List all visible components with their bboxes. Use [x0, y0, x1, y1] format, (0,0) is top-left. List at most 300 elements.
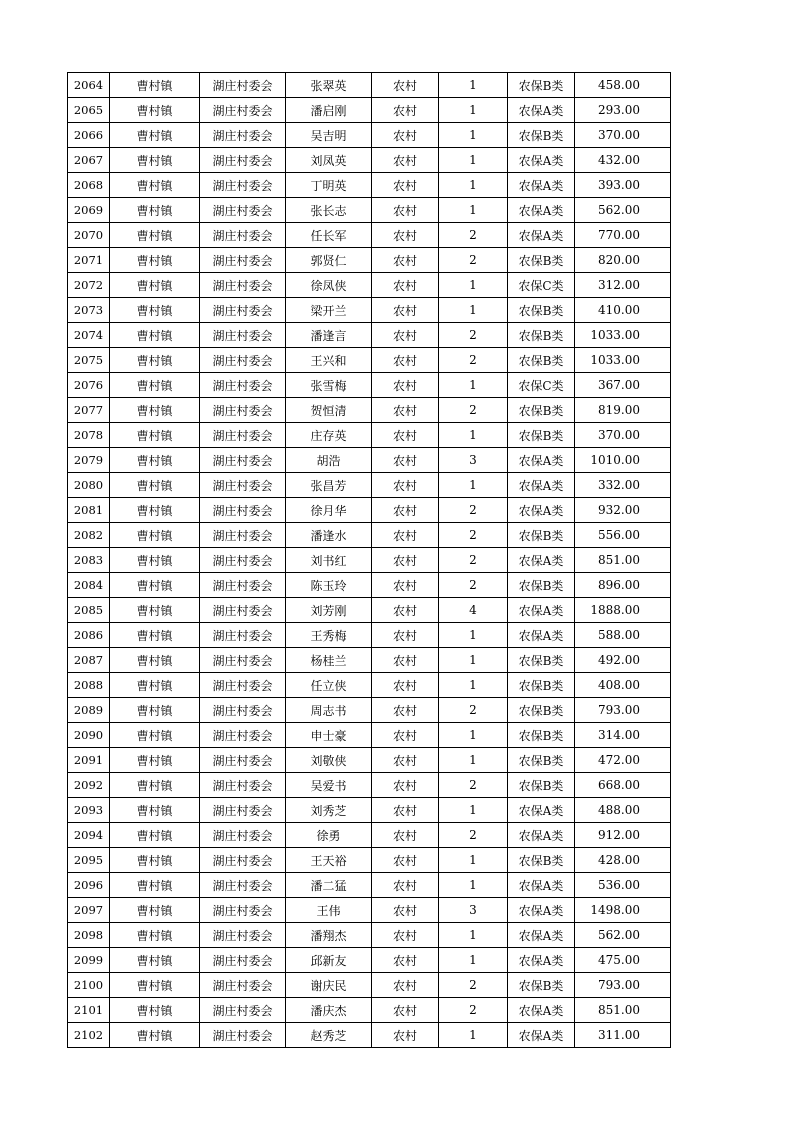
town-cell: 曹村镇 — [110, 698, 200, 723]
category-cell: 农保A类 — [508, 998, 575, 1023]
household-count-cell: 2 — [439, 973, 508, 998]
category-cell: 农保A类 — [508, 1023, 575, 1048]
town-cell: 曹村镇 — [110, 73, 200, 98]
household-count-cell: 2 — [439, 698, 508, 723]
category-cell: 农保A类 — [508, 598, 575, 623]
name-cell: 任长军 — [286, 223, 372, 248]
household-count-cell: 2 — [439, 398, 508, 423]
household-count-cell: 2 — [439, 223, 508, 248]
town-cell: 曹村镇 — [110, 423, 200, 448]
table-row — [68, 148, 671, 173]
town-cell: 曹村镇 — [110, 673, 200, 698]
table-row — [68, 998, 671, 1023]
table-row — [68, 523, 671, 548]
table-row — [68, 198, 671, 223]
amount-cell: 1033.00 — [575, 323, 671, 348]
town-cell: 曹村镇 — [110, 823, 200, 848]
table-row — [68, 948, 671, 973]
type-cell: 农村 — [372, 948, 439, 973]
type-cell: 农村 — [372, 498, 439, 523]
row-index: 2102 — [68, 1023, 110, 1048]
type-cell: 农村 — [372, 323, 439, 348]
category-cell: 农保B类 — [508, 298, 575, 323]
household-count-cell: 1 — [439, 848, 508, 873]
amount-cell: 770.00 — [575, 223, 671, 248]
table-row — [68, 323, 671, 348]
row-index: 2091 — [68, 748, 110, 773]
village-cell: 湖庄村委会 — [200, 373, 286, 398]
name-cell: 胡浩 — [286, 448, 372, 473]
village-cell: 湖庄村委会 — [200, 1023, 286, 1048]
town-cell: 曹村镇 — [110, 398, 200, 423]
amount-cell: 410.00 — [575, 298, 671, 323]
village-cell: 湖庄村委会 — [200, 798, 286, 823]
amount-cell: 312.00 — [575, 273, 671, 298]
category-cell: 农保B类 — [508, 973, 575, 998]
village-cell: 湖庄村委会 — [200, 173, 286, 198]
town-cell: 曹村镇 — [110, 523, 200, 548]
type-cell: 农村 — [372, 648, 439, 673]
name-cell: 王兴和 — [286, 348, 372, 373]
type-cell: 农村 — [372, 973, 439, 998]
category-cell: 农保B类 — [508, 323, 575, 348]
type-cell: 农村 — [372, 723, 439, 748]
subsidy-table — [67, 72, 671, 1048]
amount-cell: 556.00 — [575, 523, 671, 548]
type-cell: 农村 — [372, 798, 439, 823]
name-cell: 邱新友 — [286, 948, 372, 973]
village-cell: 湖庄村委会 — [200, 548, 286, 573]
household-count-cell: 1 — [439, 673, 508, 698]
amount-cell: 562.00 — [575, 923, 671, 948]
row-index: 2076 — [68, 373, 110, 398]
row-index: 2096 — [68, 873, 110, 898]
table-row — [68, 448, 671, 473]
amount-cell: 819.00 — [575, 398, 671, 423]
table-row — [68, 648, 671, 673]
row-index: 2070 — [68, 223, 110, 248]
amount-cell: 492.00 — [575, 648, 671, 673]
name-cell: 王天裕 — [286, 848, 372, 873]
row-index: 2099 — [68, 948, 110, 973]
village-cell: 湖庄村委会 — [200, 498, 286, 523]
table-row — [68, 98, 671, 123]
village-cell: 湖庄村委会 — [200, 698, 286, 723]
category-cell: 农保A类 — [508, 873, 575, 898]
household-count-cell: 4 — [439, 598, 508, 623]
household-count-cell: 1 — [439, 198, 508, 223]
name-cell: 梁开兰 — [286, 298, 372, 323]
household-count-cell: 1 — [439, 123, 508, 148]
table-row — [68, 723, 671, 748]
village-cell: 湖庄村委会 — [200, 748, 286, 773]
town-cell: 曹村镇 — [110, 1023, 200, 1048]
category-cell: 农保A类 — [508, 148, 575, 173]
household-count-cell: 1 — [439, 423, 508, 448]
name-cell: 刘凤英 — [286, 148, 372, 173]
name-cell: 赵秀芝 — [286, 1023, 372, 1048]
type-cell: 农村 — [372, 623, 439, 648]
type-cell: 农村 — [372, 98, 439, 123]
village-cell: 湖庄村委会 — [200, 98, 286, 123]
amount-cell: 1498.00 — [575, 898, 671, 923]
town-cell: 曹村镇 — [110, 798, 200, 823]
category-cell: 农保B类 — [508, 773, 575, 798]
type-cell: 农村 — [372, 373, 439, 398]
table-row — [68, 698, 671, 723]
category-cell: 农保A类 — [508, 823, 575, 848]
category-cell: 农保A类 — [508, 448, 575, 473]
town-cell: 曹村镇 — [110, 923, 200, 948]
category-cell: 农保A类 — [508, 473, 575, 498]
type-cell: 农村 — [372, 398, 439, 423]
type-cell: 农村 — [372, 598, 439, 623]
household-count-cell: 1 — [439, 948, 508, 973]
row-index: 2100 — [68, 973, 110, 998]
town-cell: 曹村镇 — [110, 873, 200, 898]
row-index: 2082 — [68, 523, 110, 548]
table-row — [68, 748, 671, 773]
village-cell: 湖庄村委会 — [200, 823, 286, 848]
village-cell: 湖庄村委会 — [200, 423, 286, 448]
town-cell: 曹村镇 — [110, 473, 200, 498]
name-cell: 郭贤仁 — [286, 248, 372, 273]
row-index: 2097 — [68, 898, 110, 923]
category-cell: 农保C类 — [508, 273, 575, 298]
amount-cell: 472.00 — [575, 748, 671, 773]
type-cell: 农村 — [372, 148, 439, 173]
amount-cell: 370.00 — [575, 123, 671, 148]
town-cell: 曹村镇 — [110, 748, 200, 773]
village-cell: 湖庄村委会 — [200, 898, 286, 923]
row-index: 2084 — [68, 573, 110, 598]
name-cell: 潘翔杰 — [286, 923, 372, 948]
table-row — [68, 423, 671, 448]
village-cell: 湖庄村委会 — [200, 73, 286, 98]
table-row — [68, 773, 671, 798]
category-cell: 农保A类 — [508, 798, 575, 823]
village-cell: 湖庄村委会 — [200, 473, 286, 498]
name-cell: 庄存英 — [286, 423, 372, 448]
table-row — [68, 973, 671, 998]
name-cell: 刘秀芝 — [286, 798, 372, 823]
table-row — [68, 898, 671, 923]
town-cell: 曹村镇 — [110, 273, 200, 298]
row-index: 2080 — [68, 473, 110, 498]
table-row — [68, 123, 671, 148]
household-count-cell: 1 — [439, 373, 508, 398]
household-count-cell: 2 — [439, 248, 508, 273]
type-cell: 农村 — [372, 698, 439, 723]
amount-cell: 668.00 — [575, 773, 671, 798]
table-row — [68, 798, 671, 823]
amount-cell: 432.00 — [575, 148, 671, 173]
category-cell: 农保A类 — [508, 948, 575, 973]
household-count-cell: 2 — [439, 348, 508, 373]
row-index: 2081 — [68, 498, 110, 523]
amount-cell: 851.00 — [575, 998, 671, 1023]
category-cell: 农保A类 — [508, 498, 575, 523]
table-row — [68, 573, 671, 598]
town-cell: 曹村镇 — [110, 323, 200, 348]
amount-cell: 793.00 — [575, 698, 671, 723]
amount-cell: 932.00 — [575, 498, 671, 523]
name-cell: 任立侠 — [286, 673, 372, 698]
household-count-cell: 1 — [439, 98, 508, 123]
table-row — [68, 223, 671, 248]
amount-cell: 562.00 — [575, 198, 671, 223]
town-cell: 曹村镇 — [110, 448, 200, 473]
amount-cell: 793.00 — [575, 973, 671, 998]
row-index: 2083 — [68, 548, 110, 573]
table-row — [68, 623, 671, 648]
type-cell: 农村 — [372, 248, 439, 273]
household-count-cell: 1 — [439, 923, 508, 948]
row-index: 2098 — [68, 923, 110, 948]
row-index: 2093 — [68, 798, 110, 823]
name-cell: 申士豪 — [286, 723, 372, 748]
table-row — [68, 548, 671, 573]
table-body — [68, 73, 671, 1048]
category-cell: 农保A类 — [508, 623, 575, 648]
amount-cell: 393.00 — [575, 173, 671, 198]
town-cell: 曹村镇 — [110, 548, 200, 573]
type-cell: 农村 — [372, 273, 439, 298]
name-cell: 徐勇 — [286, 823, 372, 848]
village-cell: 湖庄村委会 — [200, 673, 286, 698]
household-count-cell: 2 — [439, 773, 508, 798]
household-count-cell: 1 — [439, 148, 508, 173]
category-cell: 农保A类 — [508, 98, 575, 123]
amount-cell: 311.00 — [575, 1023, 671, 1048]
village-cell: 湖庄村委会 — [200, 923, 286, 948]
town-cell: 曹村镇 — [110, 973, 200, 998]
table-row — [68, 923, 671, 948]
category-cell: 农保B类 — [508, 673, 575, 698]
row-index: 2085 — [68, 598, 110, 623]
type-cell: 农村 — [372, 298, 439, 323]
village-cell: 湖庄村委会 — [200, 723, 286, 748]
village-cell: 湖庄村委会 — [200, 398, 286, 423]
household-count-cell: 1 — [439, 273, 508, 298]
household-count-cell: 2 — [439, 323, 508, 348]
table-row — [68, 598, 671, 623]
village-cell: 湖庄村委会 — [200, 123, 286, 148]
row-index: 2086 — [68, 623, 110, 648]
town-cell: 曹村镇 — [110, 298, 200, 323]
row-index: 2092 — [68, 773, 110, 798]
name-cell: 丁明英 — [286, 173, 372, 198]
village-cell: 湖庄村委会 — [200, 948, 286, 973]
table-row — [68, 473, 671, 498]
row-index: 2089 — [68, 698, 110, 723]
town-cell: 曹村镇 — [110, 123, 200, 148]
town-cell: 曹村镇 — [110, 98, 200, 123]
name-cell: 徐月华 — [286, 498, 372, 523]
row-index: 2065 — [68, 98, 110, 123]
amount-cell: 912.00 — [575, 823, 671, 848]
category-cell: 农保B类 — [508, 523, 575, 548]
household-count-cell: 2 — [439, 573, 508, 598]
type-cell: 农村 — [372, 923, 439, 948]
row-index: 2087 — [68, 648, 110, 673]
village-cell: 湖庄村委会 — [200, 298, 286, 323]
town-cell: 曹村镇 — [110, 998, 200, 1023]
category-cell: 农保B类 — [508, 848, 575, 873]
row-index: 2068 — [68, 173, 110, 198]
household-count-cell: 1 — [439, 648, 508, 673]
table-row — [68, 823, 671, 848]
category-cell: 农保A类 — [508, 198, 575, 223]
amount-cell: 408.00 — [575, 673, 671, 698]
table-row — [68, 373, 671, 398]
row-index: 2095 — [68, 848, 110, 873]
amount-cell: 332.00 — [575, 473, 671, 498]
row-index: 2094 — [68, 823, 110, 848]
amount-cell: 293.00 — [575, 98, 671, 123]
town-cell: 曹村镇 — [110, 848, 200, 873]
category-cell: 农保A类 — [508, 898, 575, 923]
category-cell: 农保B类 — [508, 648, 575, 673]
household-count-cell: 3 — [439, 448, 508, 473]
village-cell: 湖庄村委会 — [200, 348, 286, 373]
amount-cell: 1033.00 — [575, 348, 671, 373]
village-cell: 湖庄村委会 — [200, 848, 286, 873]
type-cell: 农村 — [372, 448, 439, 473]
type-cell: 农村 — [372, 998, 439, 1023]
row-index: 2073 — [68, 298, 110, 323]
amount-cell: 314.00 — [575, 723, 671, 748]
household-count-cell: 1 — [439, 623, 508, 648]
village-cell: 湖庄村委会 — [200, 873, 286, 898]
category-cell: 农保B类 — [508, 573, 575, 598]
village-cell: 湖庄村委会 — [200, 323, 286, 348]
household-count-cell: 1 — [439, 873, 508, 898]
name-cell: 潘逢言 — [286, 323, 372, 348]
household-count-cell: 1 — [439, 73, 508, 98]
household-count-cell: 1 — [439, 473, 508, 498]
category-cell: 农保B类 — [508, 123, 575, 148]
type-cell: 农村 — [372, 673, 439, 698]
village-cell: 湖庄村委会 — [200, 198, 286, 223]
category-cell: 农保B类 — [508, 248, 575, 273]
town-cell: 曹村镇 — [110, 723, 200, 748]
town-cell: 曹村镇 — [110, 348, 200, 373]
town-cell: 曹村镇 — [110, 373, 200, 398]
type-cell: 农村 — [372, 823, 439, 848]
name-cell: 谢庆民 — [286, 973, 372, 998]
row-index: 2071 — [68, 248, 110, 273]
type-cell: 农村 — [372, 873, 439, 898]
village-cell: 湖庄村委会 — [200, 623, 286, 648]
row-index: 2072 — [68, 273, 110, 298]
table-row — [68, 848, 671, 873]
name-cell: 刘敬侠 — [286, 748, 372, 773]
type-cell: 农村 — [372, 748, 439, 773]
type-cell: 农村 — [372, 198, 439, 223]
amount-cell: 428.00 — [575, 848, 671, 873]
name-cell: 王伟 — [286, 898, 372, 923]
type-cell: 农村 — [372, 423, 439, 448]
row-index: 2088 — [68, 673, 110, 698]
row-index: 2077 — [68, 398, 110, 423]
amount-cell: 475.00 — [575, 948, 671, 973]
type-cell: 农村 — [372, 73, 439, 98]
table-row — [68, 173, 671, 198]
village-cell: 湖庄村委会 — [200, 273, 286, 298]
name-cell: 潘庆杰 — [286, 998, 372, 1023]
name-cell: 周志书 — [286, 698, 372, 723]
town-cell: 曹村镇 — [110, 148, 200, 173]
type-cell: 农村 — [372, 898, 439, 923]
household-count-cell: 1 — [439, 723, 508, 748]
village-cell: 湖庄村委会 — [200, 448, 286, 473]
type-cell: 农村 — [372, 123, 439, 148]
table-row — [68, 1023, 671, 1048]
amount-cell: 1010.00 — [575, 448, 671, 473]
town-cell: 曹村镇 — [110, 498, 200, 523]
village-cell: 湖庄村委会 — [200, 773, 286, 798]
table-row — [68, 673, 671, 698]
type-cell: 农村 — [372, 548, 439, 573]
town-cell: 曹村镇 — [110, 248, 200, 273]
name-cell: 张长志 — [286, 198, 372, 223]
table-row — [68, 73, 671, 98]
household-count-cell: 1 — [439, 1023, 508, 1048]
amount-cell: 458.00 — [575, 73, 671, 98]
town-cell: 曹村镇 — [110, 648, 200, 673]
table-row — [68, 248, 671, 273]
row-index: 2078 — [68, 423, 110, 448]
town-cell: 曹村镇 — [110, 598, 200, 623]
type-cell: 农村 — [372, 1023, 439, 1048]
type-cell: 农村 — [372, 223, 439, 248]
household-count-cell: 2 — [439, 823, 508, 848]
village-cell: 湖庄村委会 — [200, 573, 286, 598]
name-cell: 刘芳刚 — [286, 598, 372, 623]
amount-cell: 588.00 — [575, 623, 671, 648]
town-cell: 曹村镇 — [110, 198, 200, 223]
household-count-cell: 2 — [439, 998, 508, 1023]
table-row — [68, 273, 671, 298]
category-cell: 农保B类 — [508, 398, 575, 423]
table-row — [68, 398, 671, 423]
village-cell: 湖庄村委会 — [200, 148, 286, 173]
amount-cell: 851.00 — [575, 548, 671, 573]
amount-cell: 536.00 — [575, 873, 671, 898]
town-cell: 曹村镇 — [110, 898, 200, 923]
household-count-cell: 2 — [439, 498, 508, 523]
table-row — [68, 348, 671, 373]
household-count-cell: 1 — [439, 748, 508, 773]
category-cell: 农保B类 — [508, 423, 575, 448]
row-index: 2075 — [68, 348, 110, 373]
name-cell: 潘逢水 — [286, 523, 372, 548]
type-cell: 农村 — [372, 573, 439, 598]
category-cell: 农保C类 — [508, 373, 575, 398]
type-cell: 农村 — [372, 848, 439, 873]
town-cell: 曹村镇 — [110, 573, 200, 598]
village-cell: 湖庄村委会 — [200, 248, 286, 273]
name-cell: 张翠英 — [286, 73, 372, 98]
category-cell: 农保A类 — [508, 923, 575, 948]
name-cell: 徐凤侠 — [286, 273, 372, 298]
town-cell: 曹村镇 — [110, 623, 200, 648]
category-cell: 农保B类 — [508, 698, 575, 723]
name-cell: 张昌芳 — [286, 473, 372, 498]
category-cell: 农保A类 — [508, 223, 575, 248]
village-cell: 湖庄村委会 — [200, 523, 286, 548]
